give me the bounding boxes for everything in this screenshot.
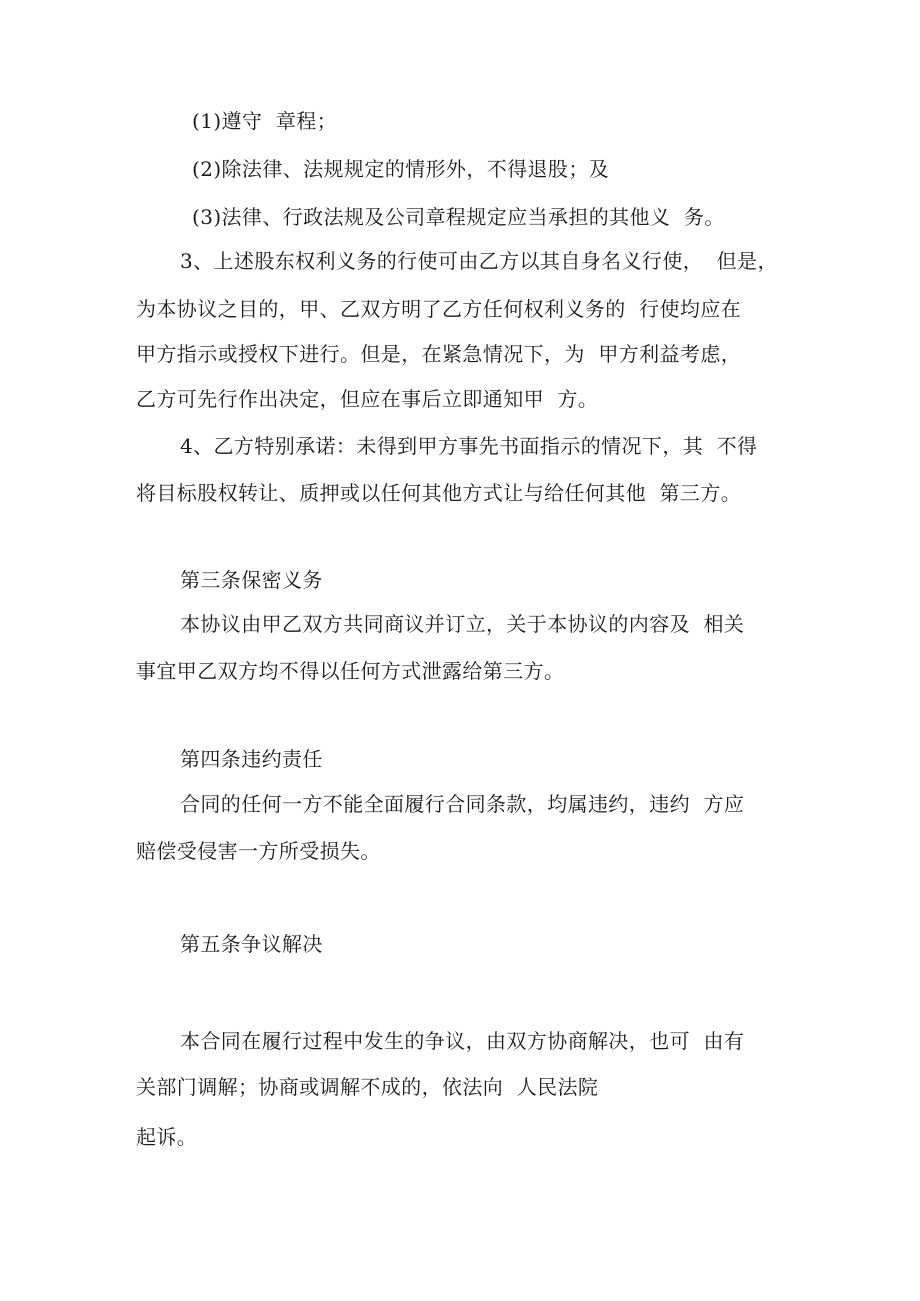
article-4-line-2: 赔偿受侵害一方所受损失。 bbox=[136, 839, 381, 863]
clause-4-line-2: 将目标股权转让、质押或以任何其他方式让与给任何其他 第三方。 bbox=[136, 481, 742, 505]
article-5-line-2: 关部门调解；协商或调解不成的，依法向 人民法院 bbox=[136, 1075, 599, 1099]
article-3-line-2: 事宜甲乙双方均不得以任何方式泄露给第三方。 bbox=[136, 659, 565, 683]
article-4-title: 第四条违约责任 bbox=[180, 747, 323, 771]
obligation-item-2: (2)除法律、法规规定的情形外，不得退股；及 bbox=[192, 157, 610, 181]
obligation-item-1: (1)遵守 章程； bbox=[192, 109, 338, 133]
obligation-item-3: (3)法律、行政法规及公司章程规定应当承担的其他义 务。 bbox=[192, 205, 725, 229]
clause-4-line-1: 4、乙方特别承诺：未得到甲方事先书面指示的情况下，其 不得 bbox=[180, 434, 758, 458]
article-5-title: 第五条争议解决 bbox=[180, 932, 323, 956]
article-5-line-1: 本合同在履行过程中发生的争议，由双方协商解决，也可 由有 bbox=[180, 1029, 745, 1053]
clause-3-line-4: 乙方可先行作出决定，但应在事后立即通知甲 方。 bbox=[136, 387, 599, 411]
article-3-title: 第三条保密义务 bbox=[180, 568, 323, 592]
clause-3-line-3: 甲方指示或授权下进行。但是，在紧急情况下，为 甲方利益考虑， bbox=[136, 342, 742, 366]
article-3-line-1: 本协议由甲乙双方共同商议并订立，关于本协议的内容及 相关 bbox=[180, 612, 745, 636]
article-5-line-3: 起诉。 bbox=[136, 1125, 198, 1149]
clause-3-line-2: 为本协议之目的，甲、乙双方明了乙方任何权利义务的 行使均应在 bbox=[136, 297, 742, 321]
article-4-line-1: 合同的任何一方不能全面履行合同条款，均属违约，违约 方应 bbox=[180, 792, 745, 816]
clause-3-line-1: 3、上述股东权利义务的行使可由乙方以其自身名义行使， 但是， bbox=[180, 249, 778, 273]
